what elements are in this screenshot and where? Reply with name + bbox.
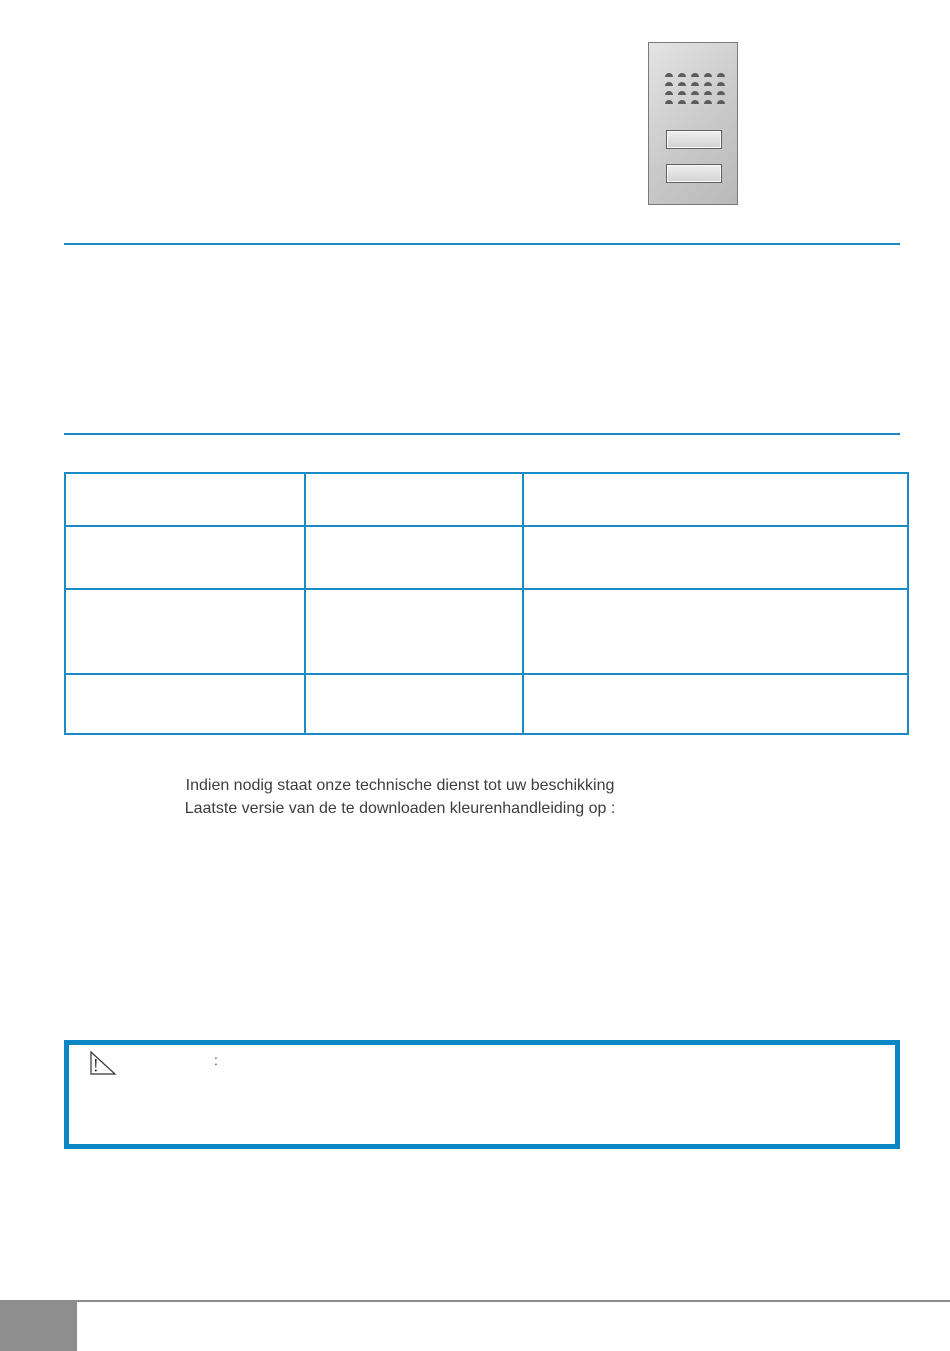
- table-row: [65, 589, 908, 674]
- table-row: [65, 473, 908, 526]
- page-number-tab: [0, 1301, 77, 1351]
- table-cell: [65, 674, 305, 734]
- table-cell: [65, 589, 305, 674]
- spec-table: [64, 472, 909, 735]
- table-cell: [523, 526, 908, 589]
- warning-triangle-icon: [89, 1050, 117, 1076]
- table-row: [65, 526, 908, 589]
- table-cell: [65, 526, 305, 589]
- call-button-1: [666, 130, 722, 149]
- table-cell: [523, 589, 908, 674]
- table-cell: [523, 473, 908, 526]
- warning-label-separator: :: [214, 1052, 218, 1068]
- manual-download-note: Laatste versie van de te downloaden kleurenhandleiding op :: [184, 800, 616, 817]
- table-cell: [305, 674, 523, 734]
- table-cell: [305, 526, 523, 589]
- section-divider-top: [64, 243, 900, 245]
- table-row: [65, 674, 908, 734]
- intercom-panel-illustration: [648, 42, 738, 205]
- table-cell: [65, 473, 305, 526]
- table-cell: [523, 674, 908, 734]
- warning-box: [64, 1040, 900, 1149]
- service-note: Indien nodig staat onze technische dienst tot uw beschikking: [185, 777, 615, 794]
- footer-rule: [0, 1300, 950, 1302]
- table-cell: [305, 589, 523, 674]
- section-divider-bottom: [64, 433, 900, 435]
- table-cell: [305, 473, 523, 526]
- speaker-grille-icon: [664, 71, 726, 105]
- call-button-2: [666, 164, 722, 183]
